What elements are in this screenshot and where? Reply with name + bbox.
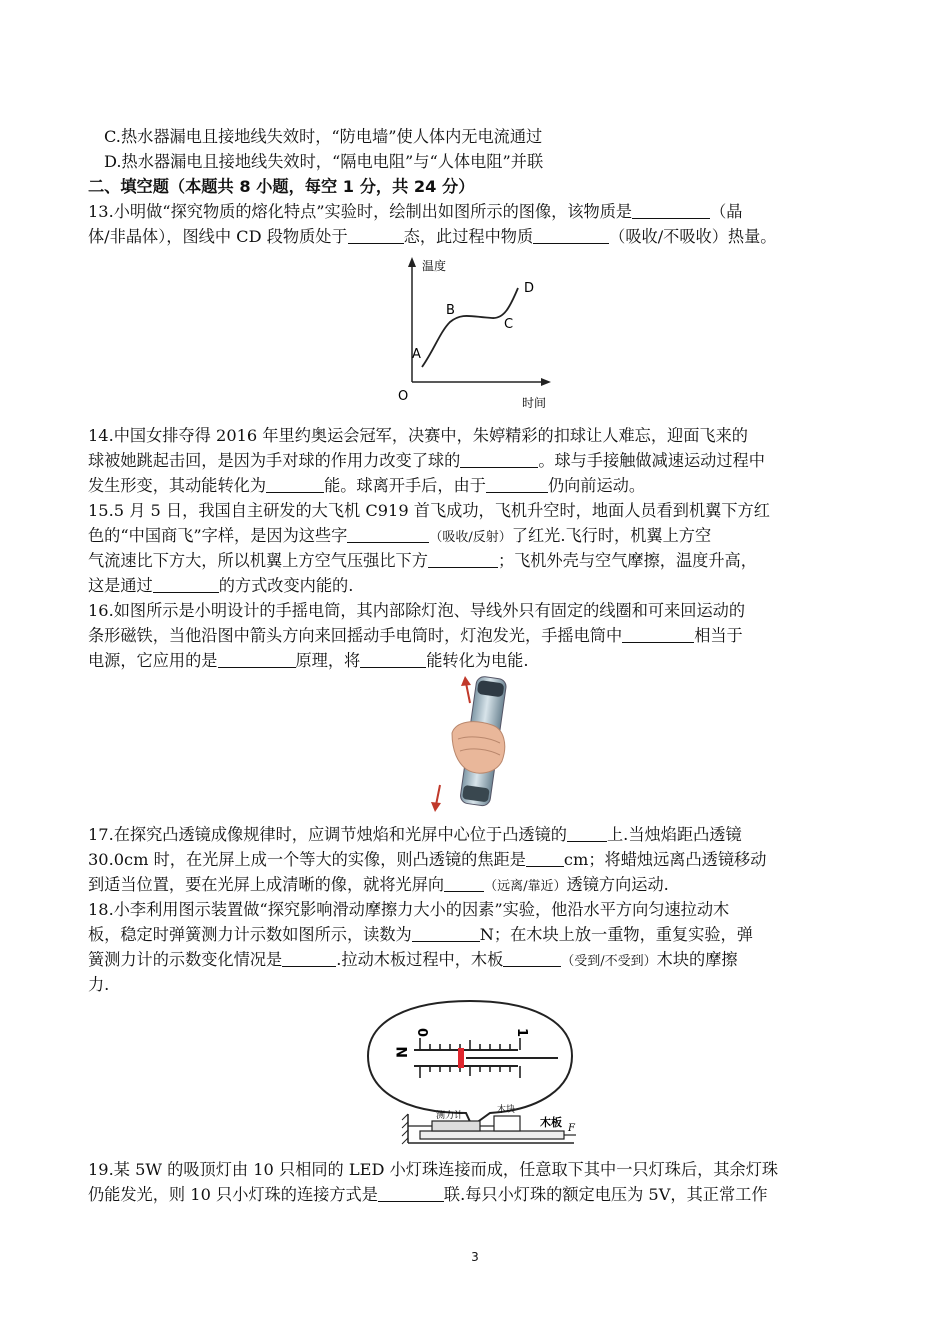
y-axis-label: 温度 (422, 259, 447, 273)
down-arrow-icon (431, 802, 441, 812)
wood-block (494, 1116, 520, 1131)
answer-blank[interactable] (460, 450, 538, 468)
meter-body (432, 1121, 480, 1131)
force-label: F (568, 1123, 575, 1134)
meter-label: 测力计 (436, 1111, 464, 1121)
answer-blank[interactable] (218, 650, 296, 668)
origin-label: O (398, 389, 409, 404)
q18-line4: 力. (88, 975, 110, 994)
answer-blank[interactable] (378, 1184, 444, 1202)
q15-line4: 这是通过 的方式改变内能的. (88, 576, 354, 595)
board (420, 1131, 564, 1139)
section-title: 二、填空题（本题共 8 小题，每空 1 分，共 24 分） (88, 177, 475, 196)
option-d: D.热水器漏电且接地线失效时，“隔电电阻”与“人体电阻”并联 (104, 152, 544, 171)
point-a-label: A (412, 347, 421, 362)
q15-line3: 气流速比下方大，所以机翼上方空气压强比下方 ；飞机外壳与空气摩擦，温度升高， (88, 551, 757, 570)
q17-line2: 30.0cm 时，在光屏上成一个等大的实像，则凸透镜的焦距是 cm；将蜡烛远离凸透镜移动 (88, 850, 767, 869)
point-b-label: B (446, 303, 455, 318)
answer-blank[interactable] (567, 824, 607, 842)
unit-label: N (395, 1046, 411, 1058)
answer-blank[interactable] (348, 226, 404, 244)
tick-label-1: 1 (514, 1028, 529, 1038)
answer-blank[interactable] (266, 475, 324, 493)
q13-line2: 体/非晶体），图线中 CD 段物质处于 态，此过程中物质 （吸收/不吸收）热量。 (88, 227, 777, 246)
page-number: 3 (471, 1250, 479, 1264)
block-label: 木块 (497, 1105, 516, 1115)
answer-blank[interactable] (360, 650, 426, 668)
answer-blank[interactable] (282, 949, 336, 967)
q13-line1: 13.小明做“探究物质的熔化特点”实验时，绘制出如图所示的图像，该物质是 （晶 (88, 202, 743, 221)
up-arrow-shaft (466, 683, 470, 703)
point-c-label: C (504, 317, 514, 332)
x-axis-label: 时间 (522, 396, 547, 410)
answer-blank[interactable] (533, 226, 609, 244)
melting-graph (392, 252, 560, 414)
q16-line3: 电源，它应用的是 原理，将 能转化为电能. (88, 651, 529, 670)
q14-line1: 14.中国女排夺得 2016 年里约奥运会冠军，决赛中，朱婷精彩的扣球让人难忘，迎面飞来的 (88, 426, 748, 445)
q17-line1: 17.在探究凸透镜成像规律时，应调节烛焰和光屏中心位于凸透镜的 上.当烛焰距凸透镜 (88, 825, 742, 844)
point-d-label: D (524, 281, 535, 296)
answer-blank[interactable] (412, 924, 480, 942)
spring-scale-figure (362, 998, 580, 1146)
answer-blank[interactable] (486, 475, 548, 493)
y-axis-arrow (408, 257, 416, 267)
answer-blank[interactable] (444, 874, 484, 892)
q18-line2: 板，稳定时弹簧测力计示数如图所示，读数为 N；在木块上放一重物，重复实验，弹 (88, 925, 753, 944)
option-c: C.热水器漏电且接地线失效时，“防电墙”使人体内无电流通过 (104, 127, 543, 146)
q16-line2: 条形磁铁，当他沿图中箭头方向来回摇动手电筒时，灯泡发光，手摇电筒中 相当于 (88, 626, 743, 645)
q14-line3: 发生形变，其动能转化为 能。球离开手后，由于 仍向前运动。 (88, 476, 646, 495)
answer-blank[interactable] (428, 550, 498, 568)
tick-label-0: 0 (414, 1028, 429, 1038)
board-label: 木板 (540, 1116, 562, 1129)
q15-line1: 15.5 月 5 日，我国自主研发的大飞机 C919 首飞成功，飞机升空时，地面人员看到机翼下方红 (88, 501, 770, 520)
wall-hatching (402, 1114, 408, 1144)
answer-blank[interactable] (347, 525, 429, 543)
answer-blank[interactable] (153, 575, 219, 593)
answer-blank[interactable] (526, 849, 564, 867)
callout-bubble (368, 1001, 572, 1126)
q17-line3: 到适当位置，要在光屏上成清晰的像，就将光屏向 （远离/靠近）透镜方向运动. (88, 875, 669, 894)
scale-pointer (458, 1048, 464, 1068)
answer-blank[interactable] (503, 949, 561, 967)
up-arrow-icon (461, 676, 471, 686)
x-axis-arrow (541, 378, 551, 386)
answer-blank[interactable] (622, 625, 694, 643)
q16-line1: 16.如图所示是小明设计的手摇电筒，其内部除灯泡、导线外只有固定的线圈和可来回运动的 (88, 601, 746, 620)
q18-line3: 簧测力计的示数变化情况是 .拉动木板过程中，木板 （受到/不受到）木块的摩擦 (88, 950, 738, 969)
q18-line1: 18.小李利用图示装置做“探究影响滑动摩擦力大小的因素”实验，他沿水平方向匀速拉动木 (88, 900, 730, 919)
q15-line2: 色的“中国商飞”字样，是因为这些字 （吸收/反射）了红光.飞行时，机翼上方空 (88, 526, 712, 545)
q14-line2: 球被她跳起击回，是因为手对球的作用力改变了球的 。球与手接触做减速运动过程中 (88, 451, 765, 470)
answer-blank[interactable] (632, 201, 710, 219)
q19-line1: 19.某 5W 的吸顶灯由 10 只相同的 LED 小灯珠连接而成，任意取下其中一只灯珠后，其余灯珠 (88, 1160, 779, 1179)
q19-line2: 仍能发光，则 10 只小灯珠的连接方式是 联.每只小灯珠的额定电压为 5V，其正常工作 (88, 1185, 768, 1204)
hand-flashlight-figure (422, 673, 522, 815)
down-arrow-shaft (436, 785, 440, 805)
hand (452, 722, 505, 773)
